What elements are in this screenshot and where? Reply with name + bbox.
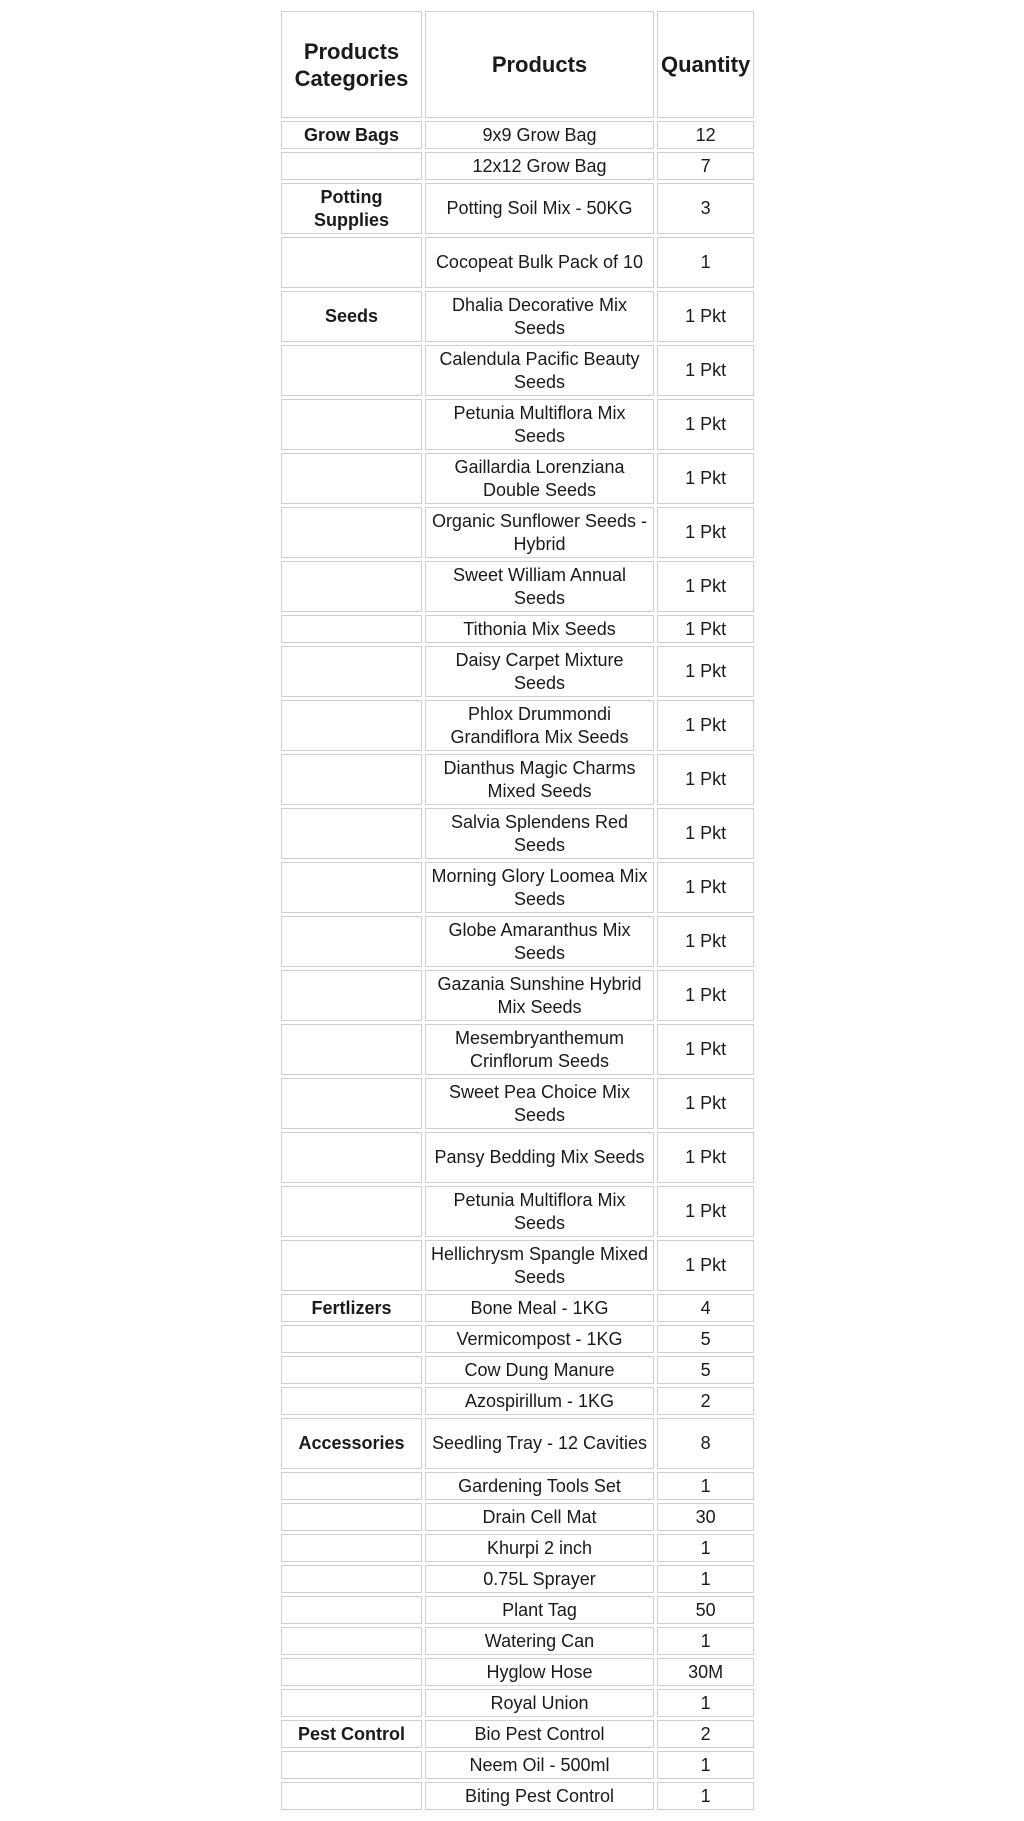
quantity-cell: 1 Pkt [657,1186,754,1237]
table-row [281,561,754,612]
quantity-cell: 1 Pkt [657,1132,754,1183]
category-cell [281,1627,422,1655]
category-cell [281,152,422,180]
product-cell: Calendula Pacific Beauty Seeds [425,345,654,396]
quantity-cell: 1 Pkt [657,970,754,1021]
table-row [281,1418,754,1469]
quantity-cell: 5 [657,1325,754,1353]
product-cell: Watering Can [425,1627,654,1655]
table-row [281,345,754,396]
table-row [281,1325,754,1353]
category-cell [281,453,422,504]
quantity-cell: 1 Pkt [657,808,754,859]
category-cell [281,1782,422,1810]
quantity-cell: 50 [657,1596,754,1624]
product-cell: Petunia Multiflora Mix Seeds [425,1186,654,1237]
product-cell: Globe Amaranthus Mix Seeds [425,916,654,967]
quantity-cell: 8 [657,1418,754,1469]
quantity-cell: 7 [657,152,754,180]
table-row [281,1132,754,1183]
table-row [281,615,754,643]
product-cell: Daisy Carpet Mixture Seeds [425,646,654,697]
quantity-cell: 1 Pkt [657,615,754,643]
quantity-cell: 3 [657,183,754,234]
category-cell [281,1472,422,1500]
quantity-cell: 1 Pkt [657,1240,754,1291]
category-cell [281,399,422,450]
table-row [281,646,754,697]
quantity-cell: 30 [657,1503,754,1531]
quantity-cell: 1 Pkt [657,1024,754,1075]
quantity-cell: 1 Pkt [657,399,754,450]
category-cell [281,1240,422,1291]
quantity-cell: 1 [657,237,754,288]
product-cell: Bio Pest Control [425,1720,654,1748]
header-products: Products [425,11,654,118]
table-row [281,754,754,805]
category-cell [281,1186,422,1237]
product-cell: Drain Cell Mat [425,1503,654,1531]
category-cell [281,561,422,612]
product-cell: Pansy Bedding Mix Seeds [425,1132,654,1183]
product-cell: Sweet Pea Choice Mix Seeds [425,1078,654,1129]
category-cell: Pest Control [281,1720,422,1748]
table-row [281,237,754,288]
quantity-cell: 4 [657,1294,754,1322]
table-row [281,970,754,1021]
quantity-cell: 1 Pkt [657,291,754,342]
product-cell: Tithonia Mix Seeds [425,615,654,643]
table-row [281,121,754,149]
product-cell: Gazania Sunshine Hybrid Mix Seeds [425,970,654,1021]
table-row [281,1387,754,1415]
category-cell [281,1658,422,1686]
category-cell [281,700,422,751]
quantity-cell: 30M [657,1658,754,1686]
table-row [281,291,754,342]
table-row [281,1294,754,1322]
quantity-cell: 1 Pkt [657,1078,754,1129]
table-row [281,1627,754,1655]
header-quantity: Quantity [657,11,754,118]
category-cell [281,1751,422,1779]
category-cell: Fertlizers [281,1294,422,1322]
header-categories: Products Categories [281,11,422,118]
table-row [281,1356,754,1384]
quantity-cell: 1 [657,1627,754,1655]
product-cell: Biting Pest Control [425,1782,654,1810]
category-cell [281,1387,422,1415]
product-cell: Bone Meal - 1KG [425,1294,654,1322]
quantity-cell: 5 [657,1356,754,1384]
product-cell: Hellichrysm Spangle Mixed Seeds [425,1240,654,1291]
quantity-cell: 1 Pkt [657,916,754,967]
category-cell [281,507,422,558]
product-cell: Dhalia Decorative Mix Seeds [425,291,654,342]
category-cell [281,615,422,643]
category-cell: Seeds [281,291,422,342]
product-cell: Khurpi 2 inch [425,1534,654,1562]
category-cell [281,754,422,805]
table-row [281,1782,754,1810]
table-row [281,453,754,504]
category-cell [281,1596,422,1624]
product-cell: Royal Union [425,1689,654,1717]
product-cell: 0.75L Sprayer [425,1565,654,1593]
quantity-cell: 1 Pkt [657,345,754,396]
product-cell: Mesembryanthemum Crinflorum Seeds [425,1024,654,1075]
table-row [281,808,754,859]
category-cell [281,808,422,859]
product-cell: Potting Soil Mix - 50KG [425,183,654,234]
product-cell: Plant Tag [425,1596,654,1624]
product-cell: 12x12 Grow Bag [425,152,654,180]
table-row [281,399,754,450]
category-cell: Potting Supplies [281,183,422,234]
table-row [281,1503,754,1531]
table-row [281,1751,754,1779]
table-body [281,121,754,1810]
category-cell [281,1356,422,1384]
quantity-cell: 1 Pkt [657,453,754,504]
product-cell: Cocopeat Bulk Pack of 10 [425,237,654,288]
table-row [281,1596,754,1624]
table-row [281,862,754,913]
product-cell: Sweet William Annual Seeds [425,561,654,612]
product-cell: Phlox Drummondi Grandiflora Mix Seeds [425,700,654,751]
product-cell: Vermicompost - 1KG [425,1325,654,1353]
table-row [281,1186,754,1237]
table-row [281,916,754,967]
category-cell [281,916,422,967]
table-row [281,1720,754,1748]
category-cell [281,646,422,697]
products-table [278,8,757,1813]
product-cell: Cow Dung Manure [425,1356,654,1384]
product-cell: Neem Oil - 500ml [425,1751,654,1779]
product-cell: 9x9 Grow Bag [425,121,654,149]
product-cell: Seedling Tray - 12 Cavities [425,1418,654,1469]
product-cell: Petunia Multiflora Mix Seeds [425,399,654,450]
quantity-cell: 1 Pkt [657,700,754,751]
category-cell [281,1024,422,1075]
category-cell [281,1132,422,1183]
quantity-cell: 1 [657,1751,754,1779]
category-cell [281,1534,422,1562]
category-cell [281,345,422,396]
header-row [281,11,754,118]
table-row [281,152,754,180]
product-cell: Salvia Splendens Red Seeds [425,808,654,859]
category-cell [281,1689,422,1717]
table-row [281,1534,754,1562]
table-row [281,700,754,751]
table-row [281,1240,754,1291]
product-cell: Gaillardia Lorenziana Double Seeds [425,453,654,504]
quantity-cell: 1 [657,1782,754,1810]
product-cell: Hyglow Hose [425,1658,654,1686]
quantity-cell: 2 [657,1720,754,1748]
category-cell: Accessories [281,1418,422,1469]
category-cell [281,970,422,1021]
quantity-cell: 1 Pkt [657,561,754,612]
quantity-cell: 1 [657,1472,754,1500]
quantity-cell: 1 [657,1565,754,1593]
category-cell [281,1565,422,1593]
table-row [281,1565,754,1593]
product-cell: Dianthus Magic Charms Mixed Seeds [425,754,654,805]
table-row [281,1689,754,1717]
category-cell [281,1325,422,1353]
quantity-cell: 12 [657,121,754,149]
table-row [281,1658,754,1686]
category-cell: Grow Bags [281,121,422,149]
table-row [281,507,754,558]
quantity-cell: 1 [657,1689,754,1717]
quantity-cell: 1 Pkt [657,754,754,805]
table-row [281,1078,754,1129]
quantity-cell: 1 [657,1534,754,1562]
quantity-cell: 1 Pkt [657,862,754,913]
product-cell: Organic Sunflower Seeds - Hybrid [425,507,654,558]
quantity-cell: 1 Pkt [657,646,754,697]
category-cell [281,862,422,913]
product-cell: Morning Glory Loomea Mix Seeds [425,862,654,913]
table-row [281,1024,754,1075]
table-row [281,183,754,234]
quantity-cell: 2 [657,1387,754,1415]
quantity-cell: 1 Pkt [657,507,754,558]
category-cell [281,1078,422,1129]
product-cell: Azospirillum - 1KG [425,1387,654,1415]
category-cell [281,237,422,288]
table-row [281,1472,754,1500]
product-cell: Gardening Tools Set [425,1472,654,1500]
category-cell [281,1503,422,1531]
